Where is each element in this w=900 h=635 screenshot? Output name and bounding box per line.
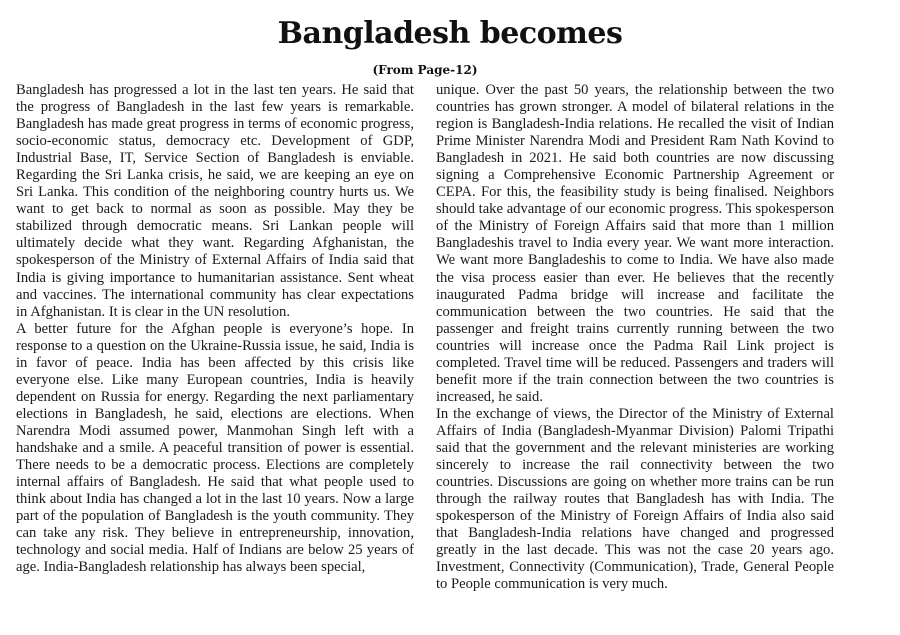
continuation-note: (From Page-12) (372, 63, 478, 77)
paragraph: Bangladesh has progressed a lot in the last ten years. He said that the progress of Bangladesh in the last few years is remarkable. Bangladesh has made great progress in terms of economic progress, socio-economic status, democracy etc. Development of GDP, Industrial Base, IT, Service Section of Bangladesh is enviable. Regarding the Sri Lanka crisis, he said, we are keeping an eye on Sri Lanka. This condition of the neighboring country hurts us. We want to get back to normal as soon as possible. May they be stabilized through democratic means. Sri Lankan people will ultimately decide what they want. Regarding Afghanistan, the spokesperson of the Ministry of External Affairs of India said that India is giving importance to humanitarian assistance. Sent wheat and vaccines. The international community has clear expectations in Afghanistan. It is clear in the UN resolution. (16, 82, 414, 320)
article-column-left (16, 82, 414, 576)
paragraph: A better future for the Afghan people is everyone’s hope. In response to a question on the Ukraine-Russia issue, he said, India is in favor of peace. India has been affected by this crisis like everyone else. Like many European countries, India is heavily dependent on Russia for energy. Regarding the next parliamentary elections in Bangladesh, he said, elections are elections. When Narendra Modi assumed power, Manmohan Singh left with a handshake and a smile. A peaceful transition of power is essential. There needs to be a democratic process. Elections are completely internal affairs of Bangladesh. He said that what people used to think about India has changed a lot in the last 10 years. Now a large part of the population of Bangladesh is the youth community. They can take any risk. They believe in entrepreneurship, innovation, technology and social media. Half of Indians are below 25 years of age. India-Bangladesh relationship has always been special, (16, 320, 414, 576)
article-headline: Bangladesh becomes (277, 16, 623, 51)
paragraph: In the exchange of views, the Director of the Ministry of External Affairs of India (Bangladesh-Myanmar Division) Palomi Tripathi said that the government and the relevant ministeries are working sincerely to increase the rail connectivity between the two countries. Discussions are going on whether more trains can be run through the railway routes that Bangladesh has with India. The spokesperson of the Ministry of Foreign Affairs of India also said that Bangladesh-India relations have changed and progressed greatly in the last decade. This was not the case 20 years ago. Investment, Connectivity (Communication), Trade, General People to People communication is very much. (436, 405, 834, 593)
article-column-right (436, 82, 834, 593)
paragraph: unique. Over the past 50 years, the relationship between the two countries has grown stronger. A model of bilateral relations in the region is Bangladesh-India relations. He recalled the visit of Indian Prime Minister Narendra Modi and President Ram Nath Kovind to Bangladesh in 2021. He said both countries are now discussing signing a Comprehensive Economic Partnership Agreement or CEPA. For this, the feasibility study is being finalised. Neighbors should take advantage of our economic progress. This spokesperson of the Ministry of Foreign Affairs said that more than 1 million Bangladeshis travel to India every year. We want more interaction. We want more Bangladeshis to come to India. We have also made the visa process easier than ever. He believes that the recently inaugurated Padma bridge will increase and facilitate the communication between the two countries. He said that the passenger and freight trains currently running between the two countries will increase once the Padma Rail Link project is completed. Travel time will be reduced. Passengers and traders will benefit more if the train connection between the two countries is increased, he said. (436, 82, 834, 405)
